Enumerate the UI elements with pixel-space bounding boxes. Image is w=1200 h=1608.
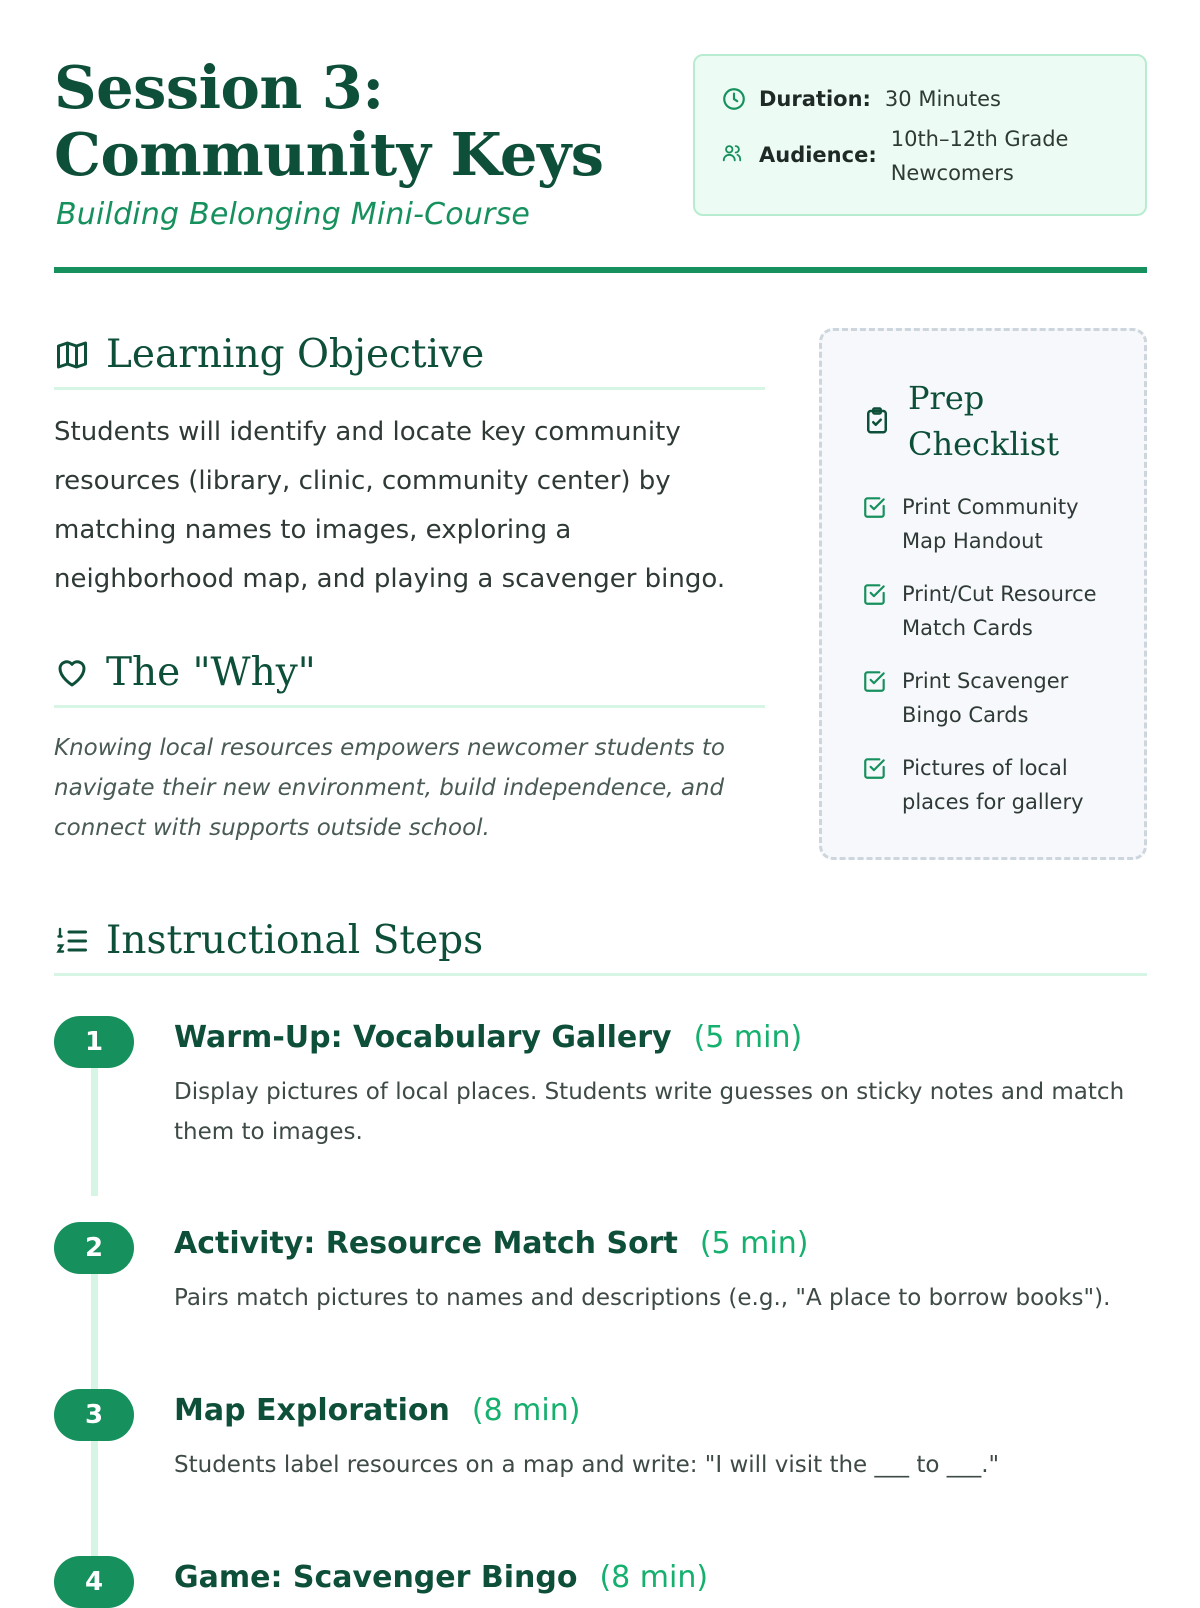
step-connector bbox=[91, 1056, 98, 1196]
checkbox-checked-icon bbox=[862, 755, 888, 781]
duration-row bbox=[721, 82, 1001, 116]
checklist-item-label: Pictures of local places for gallery bbox=[902, 756, 1084, 814]
checklist-item-label: Print/Cut Resource Match Cards bbox=[902, 582, 1097, 640]
objective-heading-row bbox=[54, 332, 484, 377]
step-description: Pairs match pictures to names and descriptions (e.g., "A place to borrow books"). bbox=[174, 1285, 1111, 1311]
step-duration: (8 min) bbox=[599, 1560, 709, 1595]
step-description: Display pictures of local places. Students write guesses on sticky notes and match them to images. bbox=[174, 1079, 1125, 1145]
checklist-item-label: Print Scavenger Bingo Cards bbox=[902, 669, 1069, 727]
checklist-item[interactable] bbox=[862, 490, 1122, 558]
heart-icon bbox=[54, 655, 90, 691]
map-icon bbox=[54, 337, 90, 373]
step-title-row bbox=[174, 1020, 802, 1055]
step-number-badge: 4 bbox=[54, 1556, 134, 1608]
steps-heading: Instructional Steps bbox=[106, 918, 484, 963]
checklist-item[interactable] bbox=[862, 577, 1122, 645]
step-duration: (5 min) bbox=[693, 1020, 803, 1055]
step-description: Students label resources on a map and write: "I will visit the ___ to ___." bbox=[174, 1452, 1000, 1478]
step-title: Map Exploration bbox=[174, 1393, 450, 1428]
prep-checklist-card bbox=[819, 328, 1147, 860]
checklist-heading: Prep Checklist bbox=[908, 379, 1060, 463]
checklist-item[interactable] bbox=[862, 664, 1122, 732]
step-connector bbox=[91, 1262, 98, 1390]
step-number-badge: 3 bbox=[54, 1389, 134, 1441]
checkbox-checked-icon bbox=[862, 668, 888, 694]
why-heading-row bbox=[54, 650, 316, 695]
step-title: Warm-Up: Vocabulary Gallery bbox=[174, 1020, 672, 1055]
steps-heading-row bbox=[54, 918, 483, 963]
clock-icon bbox=[721, 86, 747, 112]
why-text: Knowing local resources empowers newcomer students to navigate their new environment, build independence, and connect with supports outside school. bbox=[54, 735, 725, 841]
checklist-item[interactable] bbox=[862, 751, 1122, 819]
header-divider bbox=[54, 267, 1147, 273]
step-title-row bbox=[174, 1226, 808, 1261]
clipboard-check-icon bbox=[862, 406, 892, 436]
checkbox-checked-icon bbox=[862, 494, 888, 520]
audience-row bbox=[721, 122, 1081, 190]
step-number-badge: 1 bbox=[54, 1016, 134, 1068]
steps-divider bbox=[54, 973, 1147, 976]
why-divider bbox=[54, 705, 765, 708]
duration-label: Duration: bbox=[759, 87, 871, 111]
numbered-list-icon bbox=[54, 923, 90, 959]
objective-text: Students will identify and locate key community resources (library, clinic, community center) by matching names to images, exploring a neighborhood map, and playing a scavenger bingo. bbox=[54, 417, 726, 594]
checklist-heading-row bbox=[862, 375, 1078, 467]
lesson-page bbox=[54, 0, 1147, 1600]
audience-value: 10th–12th Grade Newcomers bbox=[890, 127, 1069, 185]
checklist-item-label: Print Community Map Handout bbox=[902, 495, 1079, 553]
step-number-badge: 2 bbox=[54, 1222, 134, 1274]
objective-heading: Learning Objective bbox=[106, 332, 485, 377]
checkbox-checked-icon bbox=[862, 581, 888, 607]
users-icon bbox=[721, 142, 747, 168]
session-meta-card bbox=[693, 54, 1147, 216]
objective-divider bbox=[54, 387, 765, 390]
step-title-row bbox=[174, 1393, 580, 1428]
step-title: Game: Scavenger Bingo bbox=[174, 1560, 578, 1595]
page-subtitle: Building Belonging Mini-Course bbox=[56, 197, 531, 232]
step-connector bbox=[91, 1429, 98, 1557]
step-duration: (5 min) bbox=[699, 1226, 809, 1261]
step-title: Activity: Resource Match Sort bbox=[174, 1226, 678, 1261]
step-title-row bbox=[174, 1560, 708, 1595]
step-duration: (8 min) bbox=[471, 1393, 581, 1428]
why-heading: The "Why" bbox=[106, 650, 316, 695]
audience-label: Audience: bbox=[759, 143, 877, 167]
duration-value: 30 Minutes bbox=[884, 87, 1001, 111]
page-header bbox=[54, 0, 1147, 280]
page-title: Session 3: Community Keys bbox=[54, 53, 604, 189]
